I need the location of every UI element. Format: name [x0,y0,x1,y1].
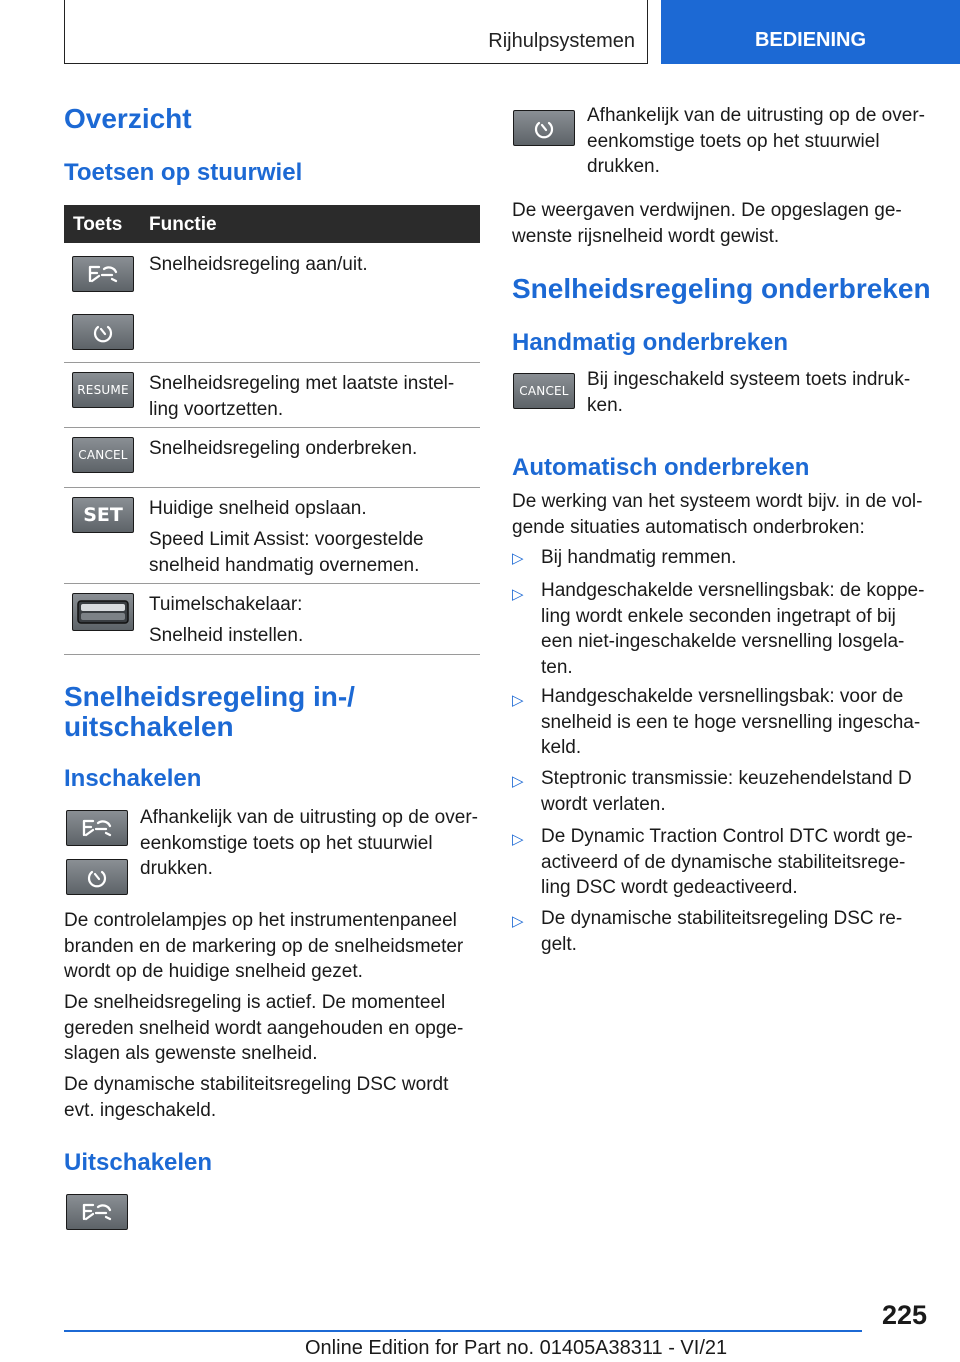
row2-function-text: Snelheidsregeling met laatste instel-ling voortzetten. [149,373,455,420]
heading-snelheidsregeling-onderbreken: Snelheidsregeling onderbreken [512,273,931,304]
cruise-resume-key [513,110,575,146]
handmatig-text: Bij ingeschakeld systeem toets indruk-ken. [587,369,911,416]
header-section-title: Rijhulpsystemen [488,30,635,52]
cruise-on-off-icon [80,1201,114,1223]
row1-function-text: Snelheidsregeling aan/uit. [149,254,368,275]
paragraph-actief: De snelheidsregeling is actief. De momenteel gereden snelheid wordt aangehouden en opge-slagen als gewenste snelheid. [64,992,464,1064]
bullet-triangle-icon: ▷ [512,831,524,848]
heading-inschakelen: Inschakelen [64,765,202,792]
heading-uitschakelen: Uitschakelen [64,1149,213,1176]
cruise-on-off-key [72,256,134,292]
bullet-triangle-icon: ▷ [512,913,524,930]
bullet-triangle-icon: ▷ [512,773,524,790]
paragraph-weergaven: De weergaven verdwijnen. De opgeslagen ge-wenste rijsnelheid wordt gewist. [512,200,902,247]
row5-function-text-2: Snelheid instellen. [149,625,304,646]
cruise-resume-key [66,859,128,895]
list-item: Handgeschakelde versnellingsbak: voor de snelheid is een te hoge versnelling ingescha-keld. [541,686,921,758]
table-row-divider [64,487,480,488]
header-chapter-label: BEDIENING [754,28,867,51]
cruise-on-off-key [66,810,128,846]
bullet-triangle-icon: ▷ [512,550,524,567]
row3-function-text: Snelheidsregeling onderbreken. [149,438,418,459]
list-item: Steptronic transmissie: keuzehendelstand D wordt verlaten. [541,768,912,815]
page-number: 225 [881,1300,927,1330]
heading-in-uitschakelen: Snelheidsregeling in-/ uitschakelen [64,681,355,742]
col-header-functie: Functie [149,214,217,235]
table-header [64,205,480,243]
inschakelen-text: Afhankelijk van de uitrusting op de over-eenkomstige toets op het stuurwiel drukken. [140,807,478,879]
list-item: Handgeschakelde versnellingsbak: de koppe-ling wordt enkele seconden ingetrapt of bij een niet-ingeschakelde versnelling losgela-ten. [541,580,925,678]
table-row-divider [64,654,480,655]
cruise-resume-icon [532,117,556,139]
rocker-switch-icon [75,597,131,627]
cancel-key [513,373,575,409]
heading-overzicht: Overzicht [64,103,192,134]
automatisch-text: De werking van het systeem wordt bijv. in de vol-gende situaties automatisch onderbroken: [512,491,923,538]
cruise-on-off-icon [80,817,114,839]
col-header-toets: Toets [73,214,123,235]
heading-toetsen-op-stuurwiel: Toetsen op stuurwiel [64,159,303,186]
table-row-divider [64,583,480,584]
cruise-resume-key [72,314,134,350]
resume-key [72,372,134,408]
set-key-label: SET [83,504,123,526]
cruise-on-off-key [66,1194,128,1230]
row4-function-text-2: Speed Limit Assist: voorgestelde snelheid handmatig overnemen. [149,529,424,576]
resume-key-label: RESUME [77,383,129,397]
cancel-key-label: CANCEL [78,448,128,462]
table-row-divider [64,362,480,363]
rocker-switch-key [72,593,134,631]
cancel-key [72,437,134,473]
cruise-resume-icon [85,866,109,888]
bullet-triangle-icon: ▷ [512,692,524,709]
uitschakelen-text: Afhankelijk van de uitrusting op de over-eenkomstige toets op het stuurwiel drukken. [587,105,925,177]
table-row-divider [64,427,480,428]
heading-automatisch-onderbreken: Automatisch onderbreken [512,454,810,481]
cruise-on-off-icon [86,263,120,285]
list-item: De dynamische stabiliteitsregeling DSC re-gelt. [541,908,903,955]
list-item: Bij handmatig remmen. [541,547,737,568]
row5-function-text: Tuimelschakelaar: [149,594,303,615]
list-item: De Dynamic Traction Control DTC wordt ge-activeerd of de dynamische stabiliteitsrege-ling DSC wordt gedeactiveerd. [541,826,913,898]
paragraph-controlelampjes: De controlelampjes op het instrumentenpaneel branden en de markering op de snelheidsmeter wordt op de huidige snelheid gezet. [64,910,464,982]
bullet-triangle-icon: ▷ [512,586,524,603]
footer-edition: Online Edition for Part no. 01405A38311 - VI/21 [305,1337,728,1359]
paragraph-dsc: De dynamische stabiliteitsregeling DSC wordt evt. ingeschakeld. [64,1074,449,1121]
footer-divider [64,1330,862,1332]
set-key [72,497,134,533]
header-section-box [64,0,648,64]
cruise-resume-icon [91,321,115,343]
header-chapter-tab[interactable] [661,0,960,64]
heading-handmatig-onderbreken: Handmatig onderbreken [512,329,789,356]
cancel-key-label: CANCEL [519,384,569,398]
row4-function-text: Huidige snelheid opslaan. [149,498,367,519]
